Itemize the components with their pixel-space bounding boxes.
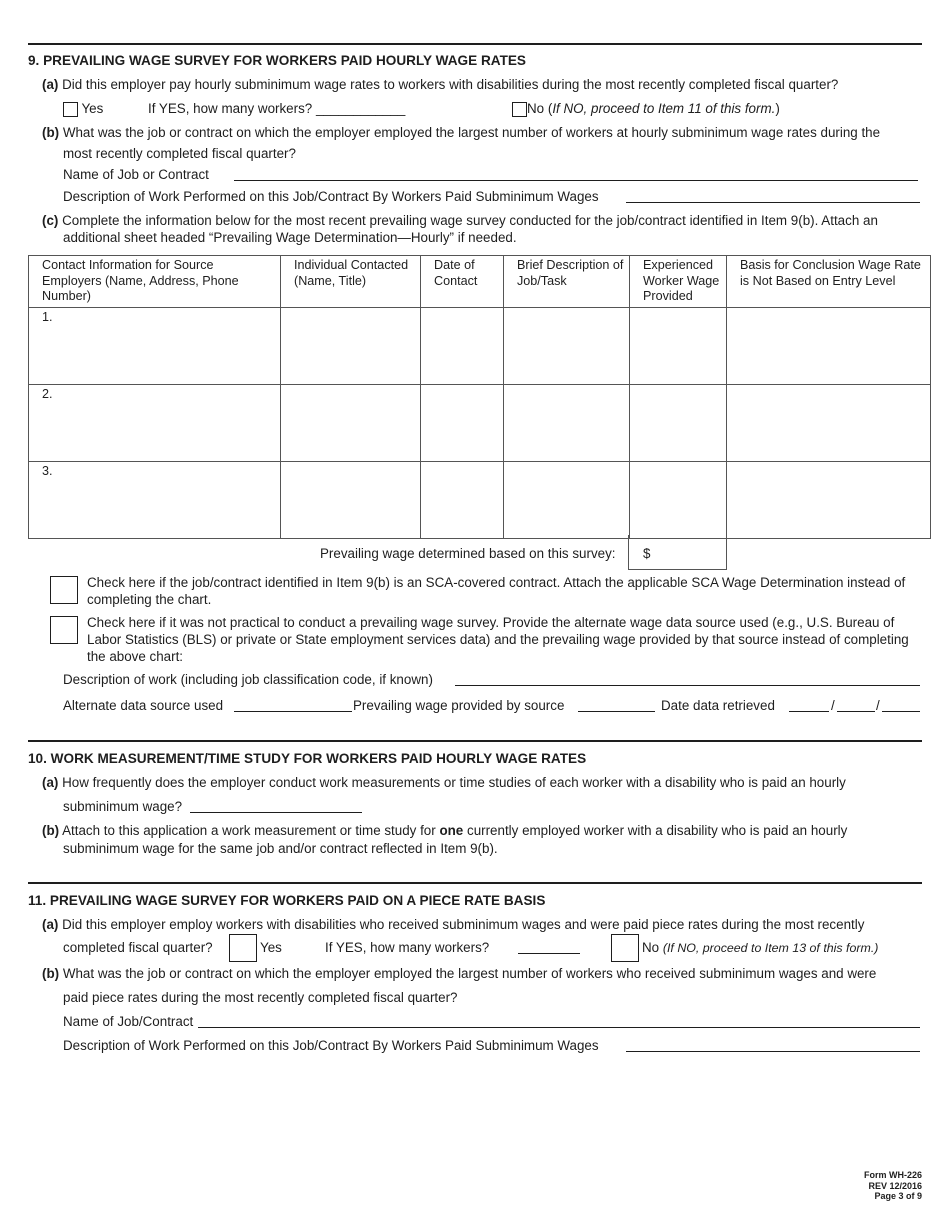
table-cell[interactable]: 3.	[29, 461, 281, 538]
item-11b-question-cont: paid piece rates during the most recently completed fiscal quarter?	[63, 990, 458, 1005]
work-description-field[interactable]	[626, 1039, 920, 1052]
date-retrieved-label: Date data retrieved	[661, 698, 775, 713]
workers-count-label: If YES, how many workers?	[325, 940, 490, 955]
question-text: How frequently does the employer conduct work measurements or time studies of each worker with a disability who is paid an hourly	[62, 775, 846, 790]
source-wage-field[interactable]	[578, 699, 655, 712]
dollar-sign: $	[643, 546, 651, 561]
alternate-source-text: Check here if it was not practical to conduct a prevailing wage survey. Provide the alternate wage data source used (e.g., U.S. Bureau of Labor Statistics (BLS) or private or State employment services data) and the prevailing wage provided by that source instead of completing the above chart:	[87, 615, 909, 664]
table-cell[interactable]	[630, 384, 727, 461]
item-11a-question-cont: completed fiscal quarter?	[63, 940, 213, 955]
table-cell[interactable]	[504, 307, 630, 384]
table-cell[interactable]: 2.	[29, 384, 281, 461]
item-9a-answers	[63, 101, 103, 117]
table-cell[interactable]	[421, 384, 504, 461]
no-checkbox[interactable]	[611, 934, 639, 962]
yes-checkbox[interactable]	[229, 934, 257, 962]
yes-checkbox[interactable]	[63, 102, 78, 117]
item-10b-text: (b) Attach to this application a work measurement or time study for one currently employed worker with a disability who is paid an hourly	[42, 823, 848, 838]
column-header: Date of Contact	[421, 256, 504, 308]
table-cell[interactable]	[504, 461, 630, 538]
table-cell[interactable]	[421, 461, 504, 538]
workers-count-field[interactable]: If YES, how many workers? ____________	[148, 101, 406, 116]
item-9a-no: No (If NO, proceed to Item 11 of this form.)	[512, 101, 780, 117]
table-cell[interactable]: 1.	[29, 307, 281, 384]
date-month-field[interactable]	[789, 699, 829, 712]
table-row	[29, 307, 931, 384]
no-label: No	[642, 940, 660, 955]
table-row	[29, 384, 931, 461]
no-note: (If NO, proceed to Item 13 of this form.)	[662, 941, 879, 955]
yes-label: Yes	[81, 101, 104, 116]
table-cell[interactable]	[630, 461, 727, 538]
item-9a-question	[42, 77, 838, 92]
table-cell[interactable]	[630, 307, 727, 384]
job-name-label: Name of Job or Contract	[63, 167, 209, 182]
question-text: Did this employer pay hourly subminimum wage rates to workers with disabilities during the most recently completed fiscal quarter?	[62, 77, 839, 92]
item-label: (b)	[42, 125, 60, 140]
item-9b-question	[42, 125, 880, 140]
form-footer	[864, 1170, 922, 1202]
table-cell[interactable]	[281, 461, 421, 538]
job-contract-field[interactable]	[198, 1015, 920, 1028]
date-separator: /	[831, 698, 835, 713]
form-number: Form WH-226	[863, 1170, 922, 1180]
date-separator: /	[876, 698, 880, 713]
instruction-text: Complete the information below for the most recent prevailing wage survey conducted for the job/contract identified in Item 9(b). Attach an	[62, 213, 878, 228]
job-name-field[interactable]	[234, 168, 918, 181]
no-note: If NO, proceed to Item 11 of this form.	[552, 101, 776, 116]
section-divider	[28, 43, 922, 45]
work-description-field[interactable]	[626, 190, 920, 203]
item-9c-text	[42, 213, 878, 228]
source-wage-label: Prevailing wage provided by source	[353, 698, 565, 713]
table-header-row	[29, 256, 931, 308]
table-cell[interactable]	[421, 307, 504, 384]
table-cell[interactable]	[504, 384, 630, 461]
item-label: (c)	[42, 213, 59, 228]
alternate-source-field[interactable]	[234, 699, 352, 712]
date-day-field[interactable]	[837, 699, 875, 712]
item-label: (a)	[42, 77, 59, 92]
sca-contract-text: Check here if the job/contract identified in Item 9(b) is an SCA-covered contract. Attach the applicable SCA Wage Determination instead of completing the chart.	[87, 575, 906, 607]
item-11b-question	[42, 966, 876, 981]
column-header: Basis for Conclusion Wage Rate is Not Based on Entry Level	[727, 256, 931, 308]
section-11-title: 11. PREVAILING WAGE SURVEY FOR WORKERS PAID ON A PIECE RATE BASIS	[28, 893, 546, 908]
job-contract-label: Name of Job/Contract	[63, 1014, 194, 1029]
item-9c-text-cont: additional sheet headed “Prevailing Wage Determination—Hourly” if needed.	[63, 230, 517, 245]
table-cell[interactable]	[727, 307, 931, 384]
column-header: Brief Description of Job/Task	[504, 256, 630, 308]
table-cell[interactable]	[281, 384, 421, 461]
prevailing-wage-survey-table	[28, 255, 931, 539]
column-header: Contact Information for Source Employers (Name, Address, Phone Number)	[29, 256, 281, 308]
workers-count-field[interactable]	[518, 941, 580, 954]
question-text: What was the job or contract on which the employer employed the largest number of workers who received subminimum wages and were	[62, 966, 877, 981]
work-description-label: Description of Work Performed on this Job/Contract By Workers Paid Subminimum Wages	[63, 1038, 599, 1053]
table-cell[interactable]	[281, 307, 421, 384]
item-label: (a)	[42, 917, 59, 932]
item-label: (b)	[42, 823, 60, 838]
section-divider	[28, 882, 922, 884]
item-10a-question-cont: subminimum wage?	[63, 799, 183, 814]
item-11a-question	[42, 917, 864, 932]
question-text: Did this employer employ workers with disabilities who received subminimum wages and were paid piece rates during the most recently	[62, 917, 865, 932]
sca-contract-checkbox[interactable]	[50, 576, 78, 604]
item-10a-question	[42, 775, 846, 790]
date-year-field[interactable]	[882, 699, 920, 712]
section-divider	[28, 740, 922, 742]
item-label: (b)	[42, 966, 60, 981]
yes-label: Yes	[260, 940, 282, 955]
table-row	[29, 461, 931, 538]
form-revision: REV 12/2016	[868, 1180, 922, 1191]
prevailing-wage-label: Prevailing wage determined based on this survey:	[320, 546, 616, 561]
work-description-code-field[interactable]	[455, 673, 920, 686]
no-checkbox[interactable]	[512, 102, 527, 117]
question-text: What was the job or contract on which the employer employed the largest number of workers at hourly subminimum wage rates during the	[62, 125, 881, 140]
item-10b-text-cont: subminimum wage for the same job and/or contract reflected in Item 9(b).	[63, 841, 498, 856]
section-9-title: 9. PREVAILING WAGE SURVEY FOR WORKERS PAID HOURLY WAGE RATES	[28, 53, 527, 68]
section-10-title: 10. WORK MEASUREMENT/TIME STUDY FOR WORKERS PAID HOURLY WAGE RATES	[28, 751, 587, 766]
alternate-source-label: Alternate data source used	[63, 698, 224, 713]
item-label: (a)	[42, 775, 59, 790]
work-description-label: Description of Work Performed on this Job/Contract By Workers Paid Subminimum Wages	[63, 189, 599, 204]
emphasis: one	[439, 823, 464, 838]
alternate-source-checkbox[interactable]	[50, 616, 78, 644]
frequency-field[interactable]	[190, 800, 362, 813]
prevailing-wage-field[interactable]	[628, 535, 727, 570]
item-11a-no	[642, 940, 878, 955]
work-description-code-label: Description of work (including job classification code, if known)	[63, 672, 433, 687]
table-cell[interactable]	[727, 461, 931, 538]
column-header: Individual Contacted (Name, Title)	[281, 256, 421, 308]
page-number: Page 3 of 9	[874, 1191, 922, 1201]
column-header: Experienced Worker Wage Provided	[630, 256, 727, 308]
table-cell[interactable]	[727, 384, 931, 461]
item-9b-question-cont: most recently completed fiscal quarter?	[63, 146, 296, 161]
